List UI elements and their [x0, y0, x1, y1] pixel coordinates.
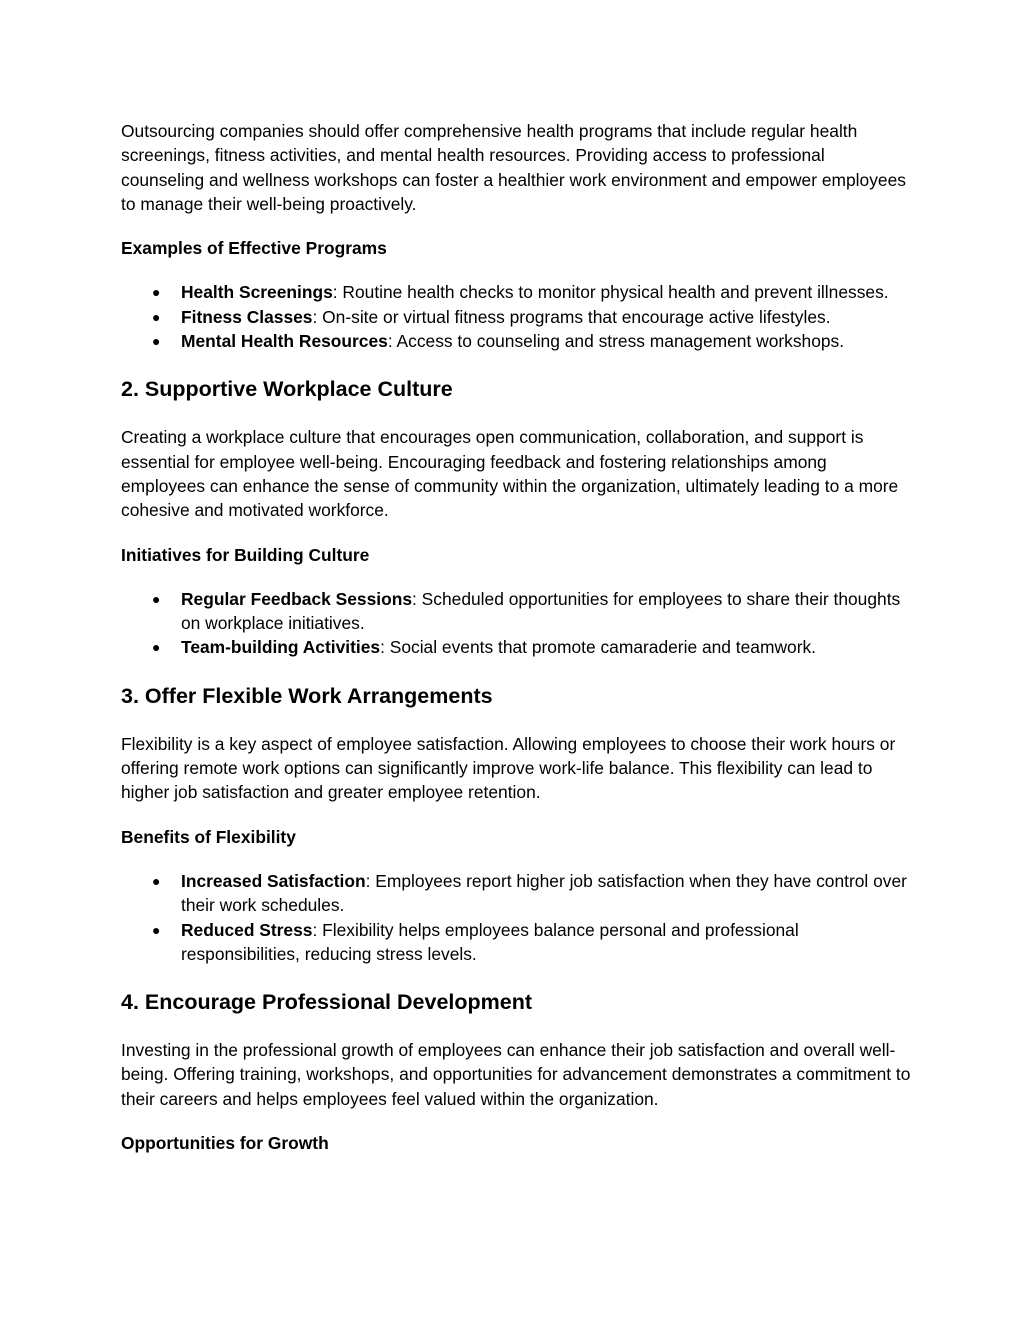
- subheading-building-culture: Initiatives for Building Culture: [121, 544, 370, 565]
- list-item: [152, 869, 911, 918]
- list-item-term: Fitness Classes: [181, 306, 313, 327]
- list-item-text: : Flexibility helps employees balance personal and professional responsibilities, reducing stress levels.: [181, 919, 799, 964]
- list-item-text: : On-site or virtual fitness programs that encourage active lifestyles.: [312, 306, 831, 327]
- list-item-term: Increased Satisfaction: [181, 870, 366, 891]
- list-item: [152, 587, 911, 636]
- list-item-term: Regular Feedback Sessions: [181, 588, 413, 609]
- list-item: [152, 280, 911, 304]
- bullet-list-flexibility: [121, 869, 911, 966]
- section-heading-professional-development: 4. Encourage Professional Development: [121, 990, 533, 1015]
- list-item: [152, 918, 911, 967]
- subheading-effective-programs: Examples of Effective Programs: [121, 238, 387, 259]
- bullet-icon: ●: [152, 590, 161, 607]
- bullet-icon: ●: [152, 284, 161, 301]
- bullet-icon: ●: [152, 872, 161, 889]
- bullet-list-culture: [121, 587, 911, 660]
- list-item-term: Mental Health Resources: [181, 331, 388, 352]
- subheading-growth-opportunities: Opportunities for Growth: [121, 1133, 329, 1154]
- section-paragraph-flexible-work: Flexibility is a key aspect of employee satisfaction. Allowing employees to choose their work hours or offering remote work options can significantly improve work-life balance. This flexibility can lead to higher job satisfaction and greater employee retention.: [121, 733, 896, 803]
- list-item-text: : Social events that promote camaraderie and teamwork.: [380, 637, 817, 658]
- intro-paragraph: Outsourcing companies should offer comprehensive health programs that include regular health screenings, fitness activities, and mental health resources. Providing access to professional counseling and wellness workshops can foster a healthier work environment and empower employees to manage their well-being proactively.: [121, 121, 906, 214]
- section-heading-flexible-work: 3. Offer Flexible Work Arrangements: [121, 683, 493, 708]
- bullet-list-programs: [121, 280, 911, 353]
- list-item-term: Reduced Stress: [181, 919, 313, 940]
- list-item-text: : Employees report higher job satisfaction when they have control over their work schedules.: [181, 870, 907, 916]
- list-item-term: Team-building Activities: [181, 637, 381, 658]
- section-heading-culture: 2. Supportive Workplace Culture: [121, 377, 453, 402]
- document-page: [121, 119, 911, 1175]
- bullet-icon: ●: [152, 921, 161, 938]
- section-paragraph-culture: Creating a workplace culture that encourages open communication, collaboration, and support is essential for employee well-being. Encouraging feedback and fostering relationships among employees can enhance the sense of community within the organization, ultimately leading to a more cohesive and motivated workforce.: [121, 427, 899, 521]
- bullet-icon: ●: [152, 308, 161, 325]
- list-item: [152, 635, 911, 659]
- section-paragraph-professional-development: Investing in the professional growth of employees can enhance their job satisfaction and overall well-being. Offering training, workshops, and opportunities for advancement demonstrates a commitment to their careers and helps employees feel valued within the organization.: [121, 1040, 911, 1109]
- list-item: [152, 305, 911, 329]
- subheading-flexibility-benefits: Benefits of Flexibility: [121, 826, 296, 847]
- list-item-text: : Routine health checks to monitor physical health and prevent illnesses.: [332, 282, 889, 303]
- bullet-icon: ●: [152, 333, 161, 350]
- list-item-text: : Scheduled opportunities for employees to share their thoughts on workplace initiatives.: [181, 588, 901, 634]
- list-item-term: Health Screenings: [181, 282, 333, 303]
- list-item: [152, 329, 911, 353]
- list-item-text: : Access to counseling and stress management workshops.: [387, 331, 845, 352]
- bullet-icon: ●: [152, 639, 161, 656]
